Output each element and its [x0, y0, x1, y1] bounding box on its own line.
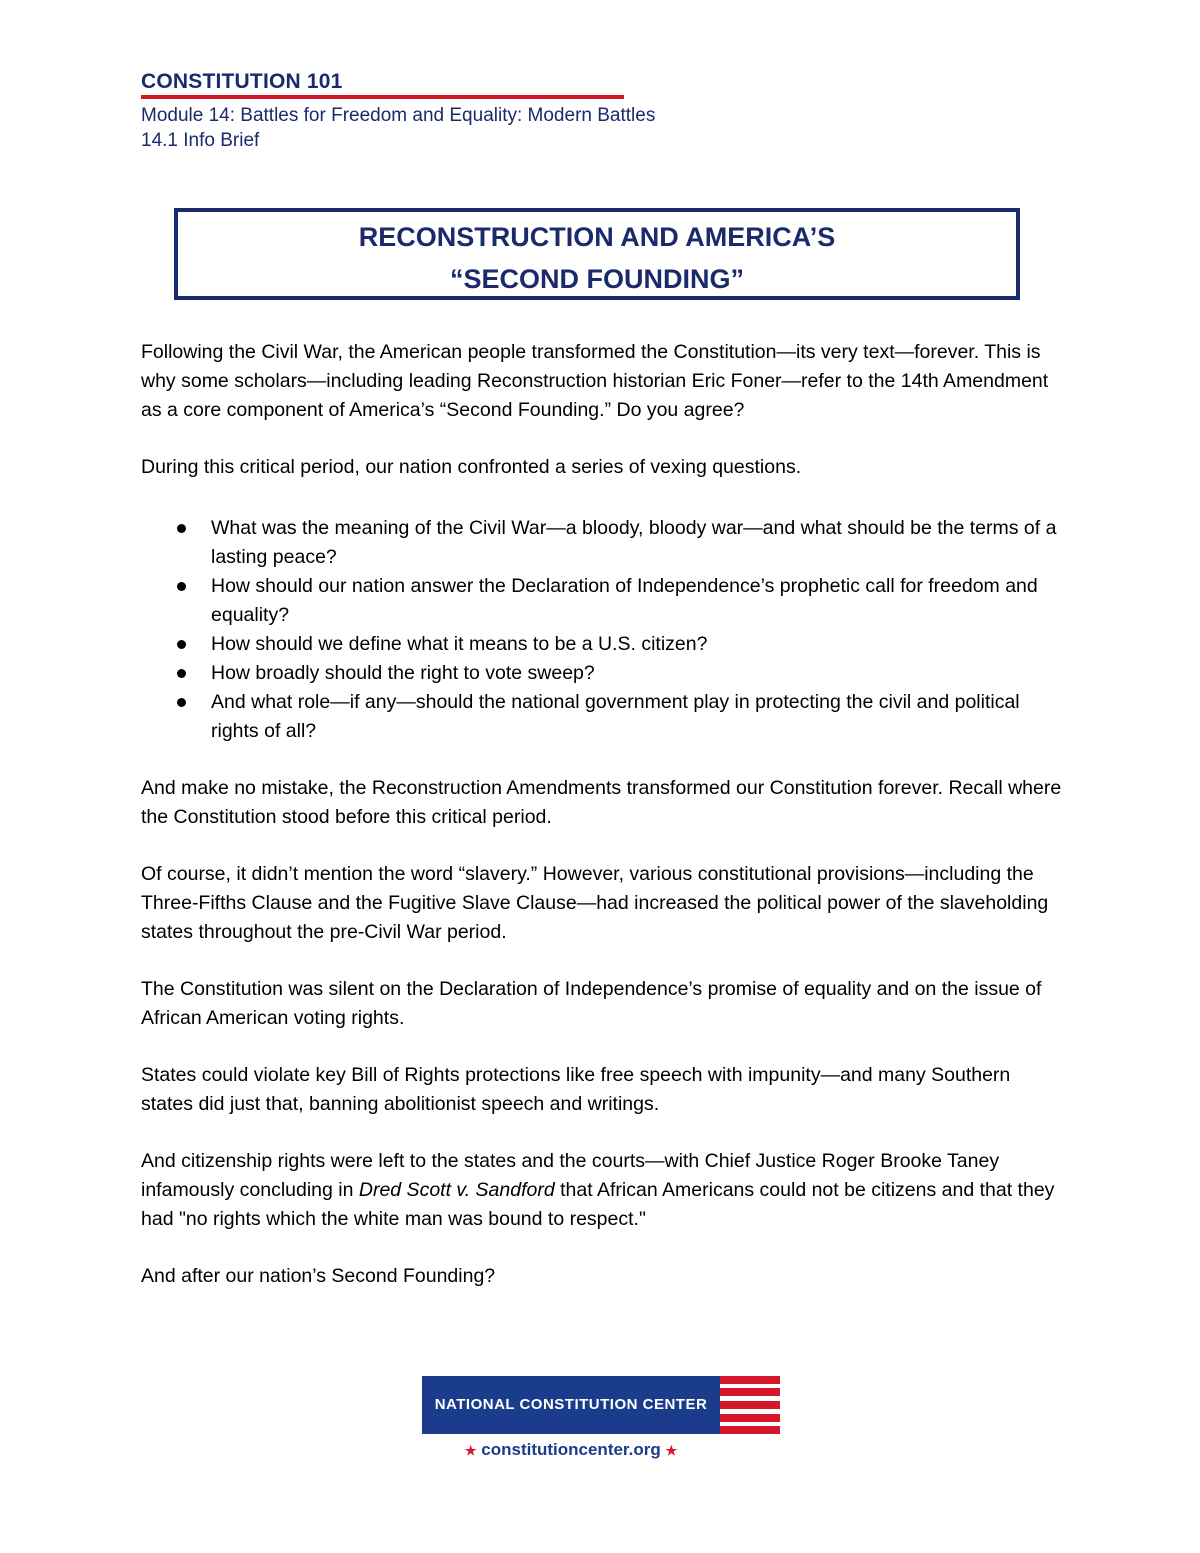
bullet-icon	[177, 640, 186, 649]
flag-stripes-icon	[720, 1376, 780, 1434]
paragraph-questions-intro: During this critical period, our nation confronted a series of vexing questions.	[141, 456, 802, 478]
list-item: And what role—if any—should the national government play in protecting the civil and political rights of all?	[141, 688, 1066, 746]
paragraph-citizenship: And citizenship rights were left to the states and the courts—with Chief Justice Roger Brooke Taney infamously concluding in Dred Scott v. Sandford that African Americans could not be citizens and that they had "no rights which the white man was bound to respect."	[141, 1150, 1055, 1230]
question-list	[141, 514, 1066, 746]
paragraph-intro: Following the Civil War, the American people transformed the Constitution—its very text—forever. This is why some scholars—including leading Reconstruction historian Eric Foner—refer to the 14th Amendment as a core component of America’s “Second Founding.” Do you agree?	[141, 341, 1049, 421]
paragraph-closing-question: And after our nation’s Second Founding?	[141, 1265, 496, 1287]
course-title: CONSTITUTION 101	[141, 70, 343, 93]
info-brief-label: 14.1 Info Brief	[141, 130, 260, 151]
document-body	[141, 338, 1066, 1319]
star-icon: ★	[464, 1443, 477, 1458]
national-constitution-center-logo	[422, 1376, 780, 1466]
list-item: What was the meaning of the Civil War—a bloody, bloody war—and what should be the terms of a lasting peace?	[141, 514, 1066, 572]
module-title: Module 14: Battles for Freedom and Equality: Modern Battles	[141, 105, 656, 126]
paragraph-bill-of-rights: States could violate key Bill of Rights protections like free speech with impunity—and many Southern states did just that, banning abolitionist speech and writings.	[141, 1064, 1011, 1115]
paragraph-equality: The Constitution was silent on the Declaration of Independence’s promise of equality and on the issue of African American voting rights.	[141, 978, 1042, 1029]
case-name: Dred Scott v. Sandford	[358, 1179, 555, 1201]
bullet-icon	[177, 524, 186, 533]
paragraph-slavery: Of course, it didn’t mention the word “slavery.” However, various constitutional provisions—including the Three-Fifths Clause and the Fugitive Slave Clause—had increased the political power of the slaveholding states throughout the pre-Civil War period.	[141, 863, 1049, 943]
document-title-line-1: RECONSTRUCTION AND AMERICA’S	[358, 222, 836, 252]
document-title-line-2: “SECOND FOUNDING”	[449, 264, 744, 294]
header-rule	[141, 95, 624, 99]
logo-url: ★ constitutioncenter.org ★	[464, 1440, 678, 1459]
bullet-icon	[177, 698, 186, 707]
list-item: How should we define what it means to be a U.S. citizen?	[141, 630, 1066, 659]
star-icon: ★	[665, 1443, 678, 1458]
document-title-box	[174, 208, 1020, 300]
list-item: How broadly should the right to vote sweep?	[141, 659, 1066, 688]
bullet-icon	[177, 582, 186, 591]
list-item: How should our nation answer the Declaration of Independence’s prophetic call for freedom and equality?	[141, 572, 1066, 630]
paragraph-amendments: And make no mistake, the Reconstruction Amendments transformed our Constitution forever. Recall where the Constitution stood before this critical period.	[141, 777, 1062, 828]
logo-wordmark: NATIONAL CONSTITUTION CENTER	[422, 1376, 720, 1434]
bullet-icon	[177, 669, 186, 678]
